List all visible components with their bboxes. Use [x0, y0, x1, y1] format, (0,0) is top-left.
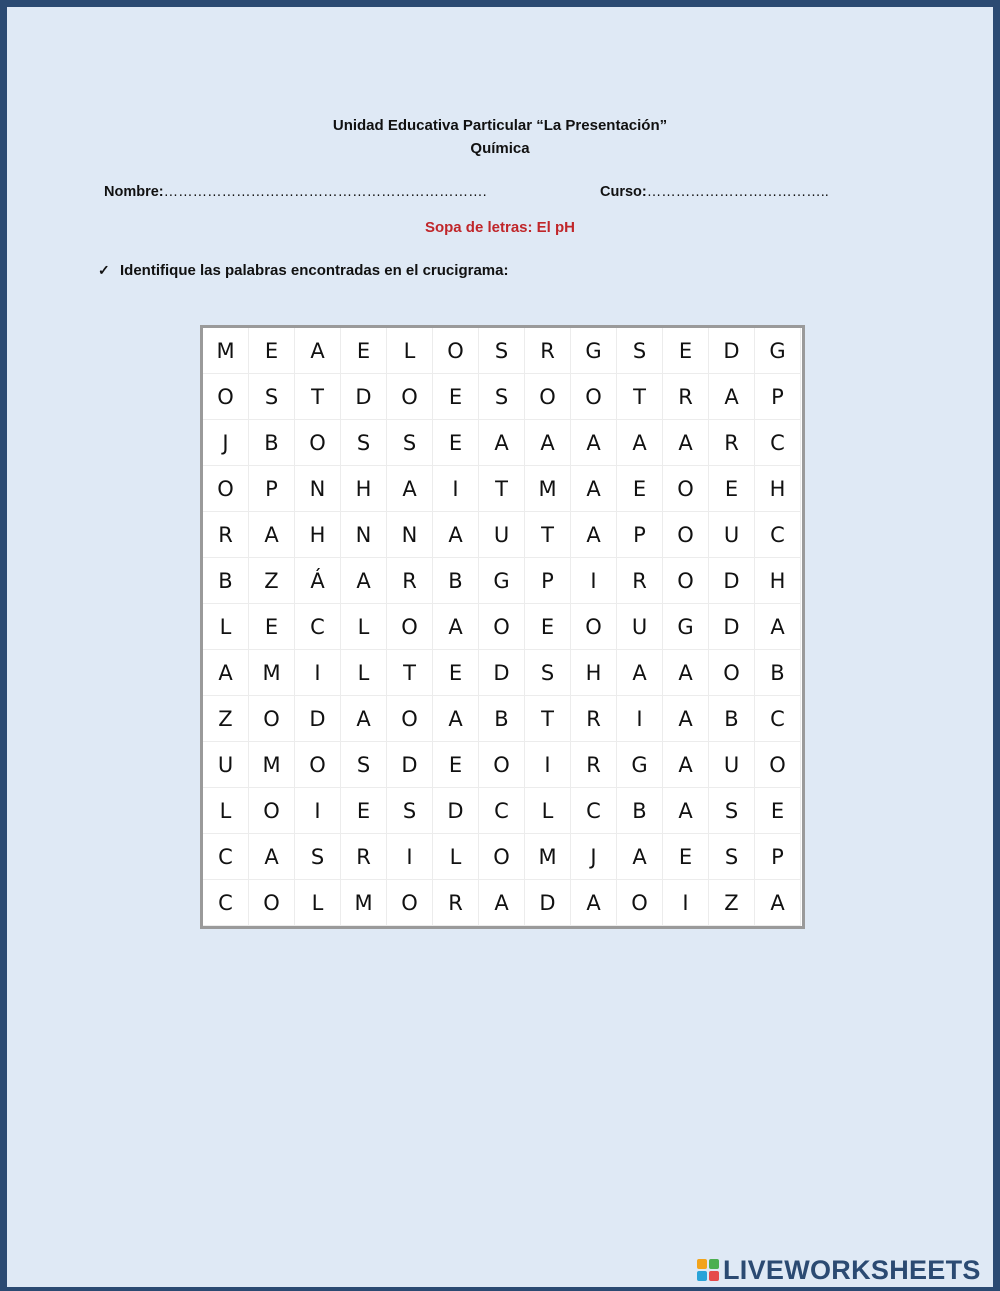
letter-cell[interactable]: L	[341, 650, 387, 696]
letter-cell[interactable]: O	[295, 420, 341, 466]
letter-cell[interactable]: A	[433, 512, 479, 558]
letter-cell[interactable]: A	[479, 880, 525, 926]
letter-cell[interactable]: R	[617, 558, 663, 604]
letter-cell[interactable]: Z	[709, 880, 755, 926]
letter-cell[interactable]: I	[663, 880, 709, 926]
letter-cell[interactable]: M	[203, 328, 249, 374]
letter-cell[interactable]: Á	[295, 558, 341, 604]
letter-cell[interactable]: O	[295, 742, 341, 788]
letter-cell[interactable]: T	[525, 512, 571, 558]
letter-cell[interactable]: I	[571, 558, 617, 604]
letter-cell[interactable]: C	[479, 788, 525, 834]
letter-cell[interactable]: H	[295, 512, 341, 558]
letter-cell[interactable]: A	[617, 420, 663, 466]
letter-cell[interactable]: I	[433, 466, 479, 512]
letter-cell[interactable]: O	[203, 374, 249, 420]
letter-cell[interactable]: O	[663, 512, 709, 558]
word-search-board	[200, 325, 805, 929]
letter-cell[interactable]: S	[479, 328, 525, 374]
letter-cell[interactable]: L	[525, 788, 571, 834]
letter-cell[interactable]: E	[617, 466, 663, 512]
letter-cell[interactable]: I	[295, 650, 341, 696]
letter-cell[interactable]: D	[479, 650, 525, 696]
letter-cell[interactable]: U	[709, 512, 755, 558]
letter-cell[interactable]: N	[295, 466, 341, 512]
letter-cell[interactable]: E	[709, 466, 755, 512]
letter-cell[interactable]: A	[571, 466, 617, 512]
letter-cell[interactable]: A	[755, 880, 801, 926]
letter-cell[interactable]: A	[571, 880, 617, 926]
letter-cell[interactable]: O	[525, 374, 571, 420]
letter-cell[interactable]: D	[709, 604, 755, 650]
letter-cell[interactable]: E	[663, 834, 709, 880]
letter-cell[interactable]: E	[433, 374, 479, 420]
letter-cell[interactable]: E	[663, 328, 709, 374]
letter-cell[interactable]: A	[479, 420, 525, 466]
letter-cell[interactable]: O	[479, 604, 525, 650]
letter-cell[interactable]: P	[525, 558, 571, 604]
letter-cell[interactable]: O	[617, 880, 663, 926]
letter-cell[interactable]: O	[387, 696, 433, 742]
letter-cell[interactable]: I	[295, 788, 341, 834]
letter-cell[interactable]: O	[479, 834, 525, 880]
letter-cell[interactable]: P	[755, 374, 801, 420]
letter-cell[interactable]: O	[571, 374, 617, 420]
letter-cell[interactable]: L	[203, 604, 249, 650]
letter-cell[interactable]: U	[203, 742, 249, 788]
letter-cell[interactable]: O	[755, 742, 801, 788]
letter-cell[interactable]: A	[663, 742, 709, 788]
letter-cell[interactable]: A	[571, 420, 617, 466]
course-blank: ………………………………..	[646, 184, 829, 200]
letter-cell[interactable]: L	[387, 328, 433, 374]
letter-cell[interactable]: R	[571, 742, 617, 788]
letter-cell[interactable]: E	[341, 328, 387, 374]
letter-cell[interactable]: C	[755, 512, 801, 558]
letter-cell[interactable]: B	[755, 650, 801, 696]
letter-cell[interactable]: A	[617, 834, 663, 880]
letter-cell[interactable]: T	[387, 650, 433, 696]
letter-cell[interactable]: R	[341, 834, 387, 880]
letter-cell[interactable]: B	[617, 788, 663, 834]
letter-cell[interactable]: N	[387, 512, 433, 558]
letter-cell[interactable]: L	[203, 788, 249, 834]
letter-cell[interactable]: L	[433, 834, 479, 880]
letter-cell[interactable]: R	[663, 374, 709, 420]
letter-cell[interactable]: H	[755, 558, 801, 604]
letter-cell[interactable]: S	[387, 788, 433, 834]
worksheet-title: Sopa de letras: El pH	[424, 219, 576, 236]
letter-cell[interactable]: A	[525, 420, 571, 466]
letter-cell[interactable]: B	[709, 696, 755, 742]
letter-cell[interactable]: P	[755, 834, 801, 880]
letter-cell[interactable]: A	[341, 558, 387, 604]
letter-cell[interactable]: C	[203, 880, 249, 926]
letter-cell[interactable]: S	[387, 420, 433, 466]
letter-cell[interactable]: S	[525, 650, 571, 696]
letter-cell[interactable]: D	[433, 788, 479, 834]
letter-cell[interactable]: D	[709, 558, 755, 604]
course-label: Curso:	[600, 184, 647, 200]
letter-cell[interactable]: S	[295, 834, 341, 880]
letter-cell[interactable]: A	[249, 834, 295, 880]
liveworksheets-logo	[697, 1254, 981, 1286]
name-label: Nombre:	[104, 184, 164, 200]
letter-cell[interactable]: R	[387, 558, 433, 604]
letter-cell[interactable]: E	[433, 650, 479, 696]
letter-cell[interactable]: Z	[203, 696, 249, 742]
letter-cell[interactable]: A	[387, 466, 433, 512]
letter-cell[interactable]: H	[341, 466, 387, 512]
letter-cell[interactable]: A	[295, 328, 341, 374]
school-name: Unidad Educativa Particular “La Presentación”	[332, 117, 668, 134]
letter-cell[interactable]: E	[249, 328, 295, 374]
letter-cell[interactable]: T	[479, 466, 525, 512]
letter-cell[interactable]: C	[203, 834, 249, 880]
letter-cell[interactable]: Z	[249, 558, 295, 604]
letter-cell[interactable]: C	[571, 788, 617, 834]
letter-cell[interactable]: D	[295, 696, 341, 742]
letter-cell[interactable]: G	[571, 328, 617, 374]
letter-cell[interactable]: E	[755, 788, 801, 834]
letter-cell[interactable]: D	[525, 880, 571, 926]
letter-cell[interactable]: R	[571, 696, 617, 742]
letter-cell[interactable]: P	[617, 512, 663, 558]
letter-cell[interactable]: O	[571, 604, 617, 650]
letter-cell[interactable]: S	[617, 328, 663, 374]
letter-cell[interactable]: A	[617, 650, 663, 696]
letter-cell[interactable]: M	[249, 742, 295, 788]
letter-cell[interactable]: A	[663, 420, 709, 466]
letter-cell[interactable]: R	[709, 420, 755, 466]
letter-cell[interactable]: G	[479, 558, 525, 604]
letter-cell[interactable]: A	[755, 604, 801, 650]
letter-cell[interactable]: A	[663, 650, 709, 696]
letter-cell[interactable]: J	[203, 420, 249, 466]
letter-cell[interactable]: I	[387, 834, 433, 880]
letter-cell[interactable]: O	[387, 880, 433, 926]
letter-cell[interactable]: C	[755, 696, 801, 742]
course-field	[600, 184, 829, 200]
letter-cell[interactable]: T	[525, 696, 571, 742]
letter-cell[interactable]: G	[617, 742, 663, 788]
letter-cell[interactable]: E	[341, 788, 387, 834]
letter-cell[interactable]: O	[709, 650, 755, 696]
letter-cell[interactable]: C	[295, 604, 341, 650]
letter-cell[interactable]: B	[249, 420, 295, 466]
letter-cell[interactable]: U	[617, 604, 663, 650]
instruction-text: Identifique las palabras encontradas en el crucigrama:	[120, 262, 509, 279]
letter-cell[interactable]: I	[525, 742, 571, 788]
letter-cell[interactable]: B	[479, 696, 525, 742]
logo-text: LIVEWORKSHEETS	[723, 1254, 981, 1285]
name-field	[104, 184, 487, 200]
word-search-grid	[203, 328, 802, 926]
letter-cell[interactable]: M	[341, 880, 387, 926]
subject-name: Química	[470, 140, 530, 157]
letter-cell[interactable]: L	[295, 880, 341, 926]
letter-cell[interactable]: R	[525, 328, 571, 374]
letter-cell[interactable]: S	[341, 742, 387, 788]
letter-cell[interactable]: G	[663, 604, 709, 650]
letter-cell[interactable]: L	[341, 604, 387, 650]
check-icon: ✓	[98, 262, 110, 278]
letter-cell[interactable]: A	[709, 374, 755, 420]
letter-cell[interactable]: E	[433, 420, 479, 466]
letter-cell[interactable]: O	[663, 466, 709, 512]
instruction	[98, 262, 508, 279]
letter-cell[interactable]: A	[433, 696, 479, 742]
letter-cell[interactable]: R	[203, 512, 249, 558]
letter-cell[interactable]: E	[433, 742, 479, 788]
letter-cell[interactable]: S	[341, 420, 387, 466]
letter-cell[interactable]: O	[249, 788, 295, 834]
letter-cell[interactable]: B	[433, 558, 479, 604]
letter-cell[interactable]: P	[249, 466, 295, 512]
letter-cell[interactable]: A	[249, 512, 295, 558]
letter-cell[interactable]: S	[709, 788, 755, 834]
letter-cell[interactable]: O	[433, 328, 479, 374]
letter-cell[interactable]: S	[249, 374, 295, 420]
letter-cell[interactable]: M	[249, 650, 295, 696]
letter-cell[interactable]: O	[387, 604, 433, 650]
letter-cell[interactable]: G	[755, 328, 801, 374]
letter-cell[interactable]: D	[341, 374, 387, 420]
letter-cell[interactable]: A	[203, 650, 249, 696]
letter-cell[interactable]: S	[709, 834, 755, 880]
letter-cell[interactable]: C	[755, 420, 801, 466]
letter-cell[interactable]: O	[249, 880, 295, 926]
letter-cell[interactable]: S	[479, 374, 525, 420]
letter-cell[interactable]: T	[295, 374, 341, 420]
liveworksheets-mark-icon	[697, 1259, 719, 1281]
letter-cell[interactable]: D	[709, 328, 755, 374]
letter-cell[interactable]: O	[663, 558, 709, 604]
letter-cell[interactable]: A	[663, 696, 709, 742]
letter-cell[interactable]: E	[249, 604, 295, 650]
letter-cell[interactable]: H	[755, 466, 801, 512]
letter-cell[interactable]: B	[203, 558, 249, 604]
letter-cell[interactable]: T	[617, 374, 663, 420]
name-blank: ………………………………………………………….	[163, 184, 487, 200]
letter-cell[interactable]: O	[479, 742, 525, 788]
letter-cell[interactable]: M	[525, 466, 571, 512]
letter-cell[interactable]: H	[571, 650, 617, 696]
letter-cell[interactable]: E	[525, 604, 571, 650]
letter-cell[interactable]: O	[203, 466, 249, 512]
letter-cell[interactable]: A	[433, 604, 479, 650]
letter-cell[interactable]: A	[341, 696, 387, 742]
letter-cell[interactable]: O	[387, 374, 433, 420]
letter-cell[interactable]: M	[525, 834, 571, 880]
letter-cell[interactable]: N	[341, 512, 387, 558]
letter-cell[interactable]: J	[571, 834, 617, 880]
letter-cell[interactable]: I	[617, 696, 663, 742]
letter-cell[interactable]: A	[663, 788, 709, 834]
letter-cell[interactable]: R	[433, 880, 479, 926]
letter-cell[interactable]: U	[479, 512, 525, 558]
letter-cell[interactable]: A	[571, 512, 617, 558]
letter-cell[interactable]: D	[387, 742, 433, 788]
letter-cell[interactable]: U	[709, 742, 755, 788]
letter-cell[interactable]: O	[249, 696, 295, 742]
